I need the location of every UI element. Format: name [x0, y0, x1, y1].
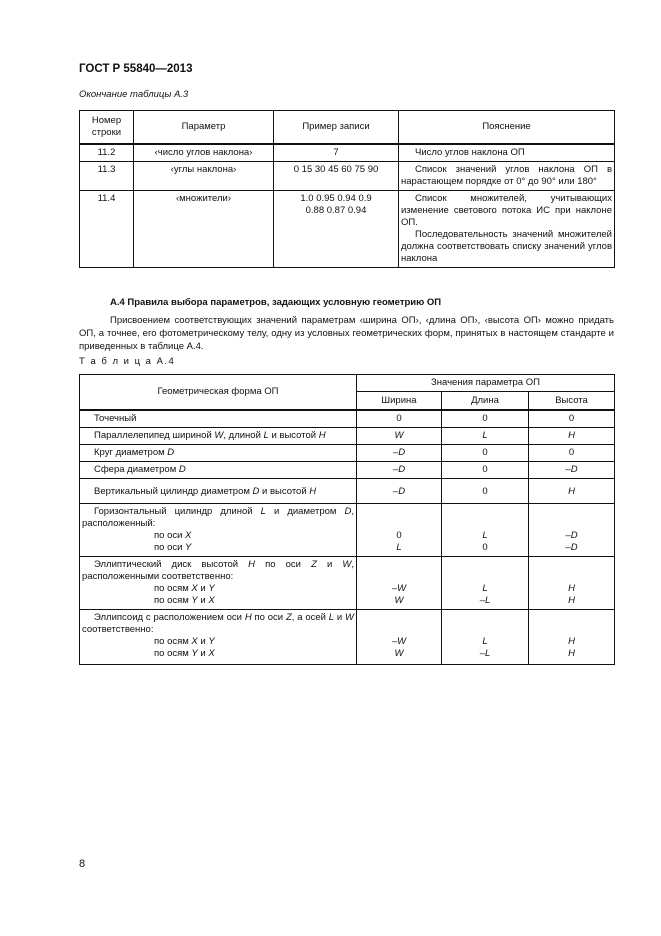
table-row: [80, 445, 615, 462]
row-number: 11.4: [80, 191, 134, 268]
col-row-number-header: Номер строки: [80, 111, 134, 145]
row-parameter: ‹число углов наклона›: [134, 144, 274, 162]
table-a3-caption: Окончание таблицы А.3: [79, 89, 189, 100]
length-value: 0: [442, 462, 529, 479]
shape-cell: Точечный: [80, 410, 357, 428]
row-explanation: Список значений углов наклона ОП в нарастающем порядке от 0° до 90° или 180°: [399, 162, 615, 191]
table-a4-header-row: [80, 375, 615, 392]
height-value: 0: [529, 410, 615, 428]
row-example: 0 15 30 45 60 75 90: [274, 162, 399, 191]
row-number: 11.3: [80, 162, 134, 191]
col-values-header: Значения параметра ОП: [357, 375, 615, 392]
width-value: –W W: [357, 557, 442, 610]
row-parameter: ‹углы наклона›: [134, 162, 274, 191]
shape-cell: Эллипсоид с расположением оси H по оси Z, а осей L и W соответственно: по осям X и Y по осям Y и X: [80, 610, 357, 665]
width-value: –D: [357, 462, 442, 479]
table-row: [80, 144, 615, 162]
width-value: 0: [357, 410, 442, 428]
col-length-header: Длина: [442, 392, 529, 411]
height-value: –D: [529, 462, 615, 479]
shape-cell: Параллелепипед шириной W, длиной L и высотой H: [80, 428, 357, 445]
row-parameter: ‹множители›: [134, 191, 274, 268]
table-row: [80, 479, 615, 504]
table-row: [80, 610, 615, 665]
shape-cell: Сфера диаметром D: [80, 462, 357, 479]
shape-cell: Эллиптический диск высотой H по оси Z и W, расположенными соответственно: по осям X и Y по осям Y и X: [80, 557, 357, 610]
row-explanation: Список множителей, учитывающих изменение светового потока ИС при наклоне ОП. Последовательность значений множителей должна соответствовать списку значений углов наклона: [399, 191, 615, 268]
table-a4: [79, 374, 615, 665]
height-value: –D –D: [529, 504, 615, 557]
section-title: А.4 Правила выбора параметров, задающих условную геометрию ОП: [110, 297, 442, 308]
row-example: 1.0 0.95 0.94 0.9 0.88 0.87 0.94: [274, 191, 399, 268]
length-value: 0: [442, 410, 529, 428]
length-value: 0: [442, 445, 529, 462]
width-value: W: [357, 428, 442, 445]
table-row: [80, 191, 615, 268]
table-a3-header-row: [80, 111, 615, 145]
table-a3: [79, 110, 615, 268]
document-id: ГОСТ Р 55840—2013: [79, 63, 193, 75]
col-parameter-header: Параметр: [134, 111, 274, 145]
row-number: 11.2: [80, 144, 134, 162]
length-value: L –L: [442, 557, 529, 610]
shape-cell: Горизонтальный цилиндр длиной L и диаметром D, расположенный: по оси X по оси Y: [80, 504, 357, 557]
width-value: –D: [357, 479, 442, 504]
col-width-header: Ширина: [357, 392, 442, 411]
height-value: 0: [529, 445, 615, 462]
width-value: –D: [357, 445, 442, 462]
row-explanation: Число углов наклона ОП: [399, 144, 615, 162]
table-a4-caption: Т а б л и ц а А.4: [79, 356, 176, 367]
height-value: H H: [529, 557, 615, 610]
length-value: L: [442, 428, 529, 445]
section-paragraph: Присвоением соответствующих значений параметрам ‹ширина ОП›, ‹длина ОП›, ‹высота ОП› можно придать ОП, а точнее, его фотометрическому телу, одну из условных геометрических форм, принятых в настоящем стандарте и приведенных в таблице А.4.: [79, 315, 614, 352]
length-value: L –L: [442, 610, 529, 665]
height-value: H H: [529, 610, 615, 665]
length-value: L 0: [442, 504, 529, 557]
width-value: –W W: [357, 610, 442, 665]
table-row: [80, 428, 615, 445]
row-example: 7: [274, 144, 399, 162]
shape-cell: Круг диаметром D: [80, 445, 357, 462]
height-value: H: [529, 428, 615, 445]
col-shape-header: Геометрическая форма ОП: [80, 375, 357, 411]
height-value: H: [529, 479, 615, 504]
table-row: [80, 462, 615, 479]
col-example-header: Пример записи: [274, 111, 399, 145]
col-explanation-header: Пояснение: [399, 111, 615, 145]
table-row: [80, 504, 615, 557]
table-row: [80, 410, 615, 428]
width-value: 0 L: [357, 504, 442, 557]
table-row: [80, 162, 615, 191]
shape-cell: Вертикальный цилиндр диаметром D и высотой H: [80, 479, 357, 504]
table-row: [80, 557, 615, 610]
length-value: 0: [442, 479, 529, 504]
col-height-header: Высота: [529, 392, 615, 411]
page-number: 8: [79, 858, 86, 870]
